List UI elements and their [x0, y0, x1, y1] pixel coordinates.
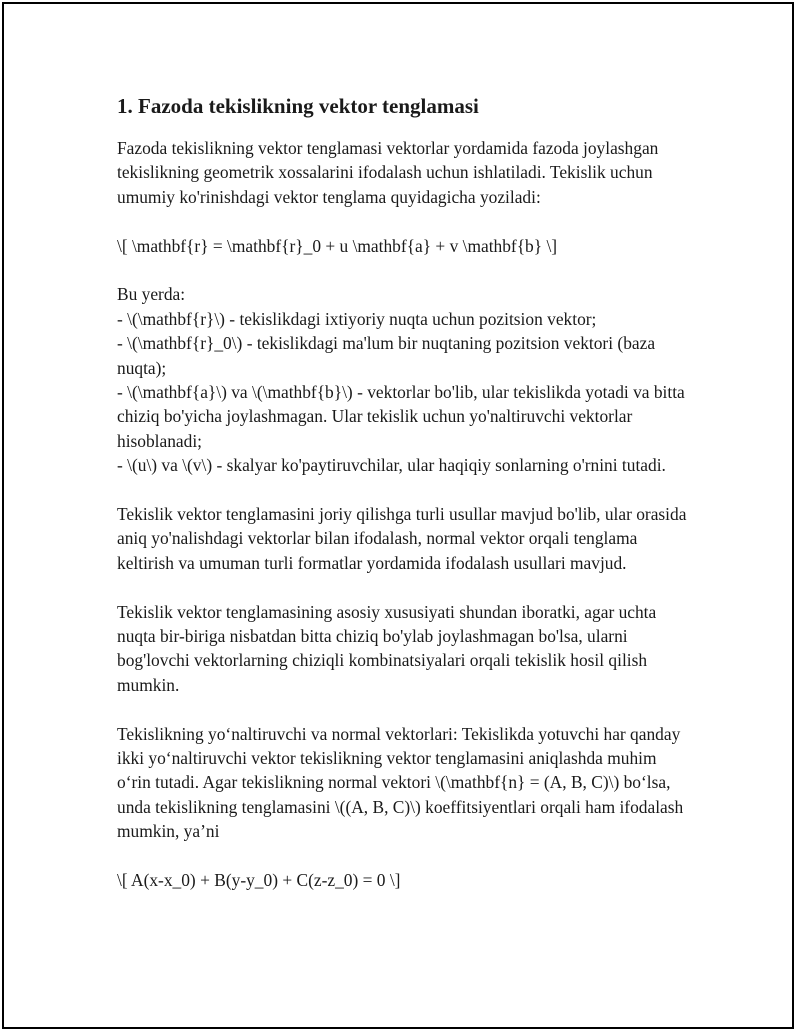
list-item: - \(u\) va \(v\) - skalyar ko'paytiruvchilar, ular haqiqiy sonlarning o'rnini tutadi. [117, 455, 666, 476]
page-title: 1. Fazoda tekislikning vektor tenglamasi [117, 94, 479, 118]
list-item: - \(\mathbf{a}\) va \(\mathbf{b}\) - vektorlar bo'lib, ular tekislikda yotadi va bitta chiziq bo'yicha joylashmagan. Ular tekislik uchun yo'naltiruvchi vektorlar hisoblanadi; [117, 382, 685, 451]
spacer [117, 209, 687, 233]
definitions-list [117, 282, 687, 477]
spacer [117, 478, 687, 502]
list-item: - \(\mathbf{r}\) - tekislikdagi ixtiyoriy nuqta uchun pozitsion vektor; [117, 308, 597, 329]
spacer [117, 258, 687, 282]
document-body [117, 92, 687, 893]
list-item: - \(\mathbf{r}_0\) - tekislikdagi ma'lum bir nuqtaning pozitsion vektori (baza nuqta); [117, 333, 656, 378]
formula-plane-equation: \[ A(x-x_0) + B(y-y_0) + C(z-z_0) = 0 \] [117, 870, 401, 891]
normal-vector-paragraph: Tekislikning yo‘naltiruvchi va normal vektorlari: Tekislikda yotuvchi har qanday ikki yo‘naltiruvchi vektor tekislikning vektor tenglamasini aniqlashda muhim o‘rin tutadi. Agar tekislikning normal vektori \(\mathbf{n} = (A, B, C)\) bo‘lsa, unda tekislikning tenglamasini \((A, B, C)\) koeffitsiyentlari orqali ham ifodalash mumkin, ya’ni [117, 723, 684, 842]
formula-vector-equation: \[ \mathbf{r} = \mathbf{r}_0 + u \mathbf{a} + v \mathbf{b} \] [117, 235, 558, 256]
spacer [117, 697, 687, 721]
definitions-heading: Bu yerda: [117, 284, 186, 305]
methods-paragraph: Tekislik vektor tenglamasini joriy qilishga turli usullar mavjud bo'lib, ular orasida aniq yo'nalishdagi vektorlar bilan ifodalash, normal vektor orqali tenglama keltirish va umuman turli formatlar yordamida ifodalash usullari mavjud. [117, 504, 687, 573]
spacer [117, 575, 687, 599]
property-paragraph: Tekislik vektor tenglamasining asosiy xususiyati shundan iboratki, agar uchta nuqta bir-biriga nisbatdan bitta chiziq bo'ylab joylashmagan bo'lsa, ularni bog'lovchi vektorlarning chiziqli kombinatsiyalari orqali tekislik hosil qilish mumkin. [117, 601, 657, 695]
spacer [117, 844, 687, 868]
intro-paragraph: Fazoda tekislikning vektor tenglamasi vektorlar yordamida fazoda joylashgan tekislikning geometrik xossalarini ifodalash uchun ishlatiladi. Tekislik uchun umumiy ko'rinishdagi vektor tenglama quyidagicha yoziladi: [117, 138, 659, 207]
